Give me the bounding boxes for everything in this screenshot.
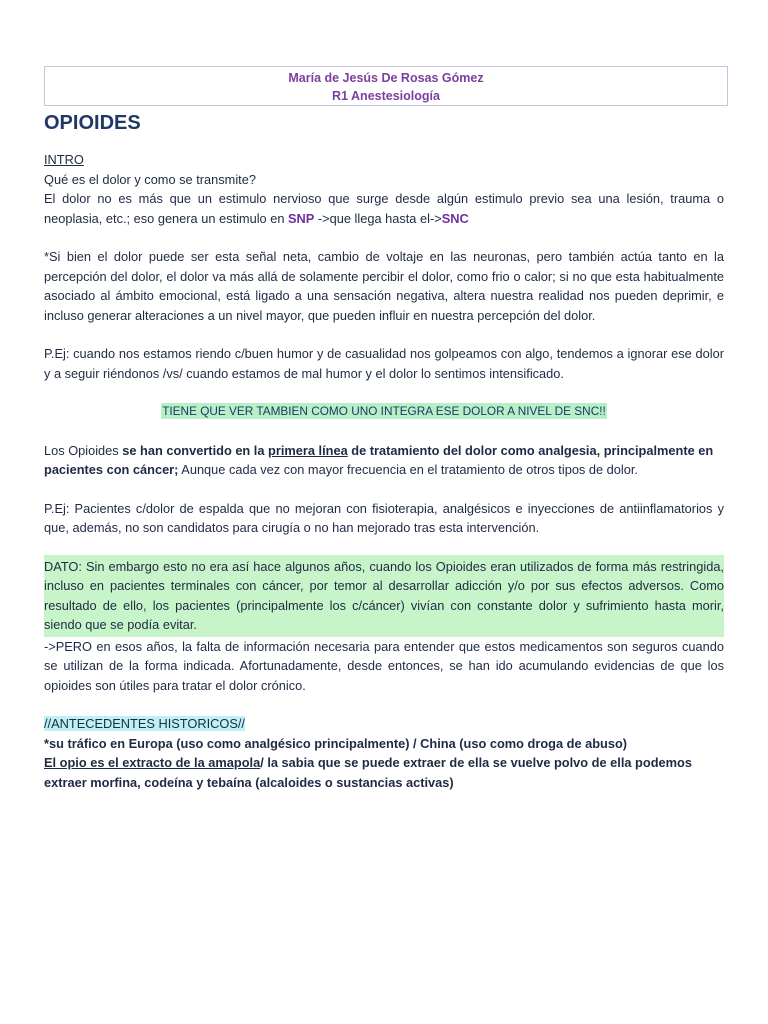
question-line: Qué es el dolor y como se transmite? xyxy=(44,171,256,187)
highlight-line xyxy=(44,402,724,422)
paragraph-1 xyxy=(44,189,724,228)
pero-paragraph: ->PERO en esos años, la falta de información necesaria para entender que estos medicamentos son seguros cuando se utilizan de la forma indicada. Afortunadamente, desde entonces, se han ido acumulando evidencias de que los opioides son útiles para tratar el dolor crónico. xyxy=(44,638,724,693)
intro-heading: INTRO xyxy=(44,152,84,167)
opio-a: El opio es el extracto de la amapola xyxy=(44,755,261,770)
author-name: María de Jesús De Rosas Gómez xyxy=(288,71,484,85)
header-box xyxy=(44,66,728,106)
p4-a: Los Opioides xyxy=(44,442,123,458)
p4-d: de tratamiento del dolor como analgesia, principalmente en pacientes con cáncer; xyxy=(44,442,714,477)
snc-label: SNC xyxy=(441,210,469,226)
antecedentes-text: //ANTECEDENTES HISTORICOS// xyxy=(44,716,245,731)
author-role: R1 Anestesiología xyxy=(332,89,440,103)
paragraph-4 xyxy=(44,441,724,480)
trafico-line: *su tráfico en Europa (uso como analgésico principalmente) / China (uso como droga de abuso) xyxy=(44,735,628,751)
dato-block: DATO: Sin embargo esto no era así hace algunos años, cuando los Opioides eran utilizados de forma más restringida, incluso en pacientes terminales con cáncer, por temor al desarrollar adicción y/o por sus efectos adversos. Como resultado de ello, los pacientes (principalmente los c/cáncer) vivían con constante dolor y sufrimiento hasta morir, siendo que se podía evitar. xyxy=(44,555,724,637)
p4-c: primera línea xyxy=(268,442,348,458)
highlight-text: TIENE QUE VER TAMBIEN COMO UNO INTEGRA ESE DOLOR A NIVEL DE SNC!! xyxy=(162,404,606,418)
opio-paragraph xyxy=(44,753,724,792)
antecedentes-heading xyxy=(44,714,724,734)
paragraph-2: *Si bien el dolor puede ser esta señal neta, cambio de voltaje en las neuronas, pero también actúa tanto en la percepción del dolor, el dolor va más allá de solamente percibir el dolor, como frio o calor; si no que esta habitualmente asociado al ámbito emocional, está ligado a una sensación negativa, altera nuestra realidad nos pueden deprimir, e incluso generar alteraciones a un nivel mayor, que pueden influir en nuestra percepción del dolor. xyxy=(44,249,724,323)
p4-e: Aunque cada vez con mayor frecuencia en el tratamiento de otros tipos de dolor. xyxy=(178,462,638,477)
page-title: OPIOIDES xyxy=(44,112,141,134)
snp-label: SNP xyxy=(288,210,315,226)
paragraph-3: P.Ej: cuando nos estamos riendo c/buen humor y de casualidad nos golpeamos con algo, tendemos a ignorar ese dolor y a seguir riéndonos /vs/ cuando estamos de mal humor y el dolor lo sentimos intensificado. xyxy=(44,346,724,381)
paragraph-1-text-a: El dolor no es más que un estimulo nervioso que surge desde algún estimulo previo sea una lesión, trauma o neoplasia, etc.; eso genera un estimulo en xyxy=(44,191,724,226)
opio-b: / la sabia que se puede extraer de ella se vuelve polvo de ella podemos extraer morfina, codeína y tebaína (alcaloides o sustancias activas) xyxy=(44,755,692,790)
paragraph-1-text-b: ->que llega hasta el-> xyxy=(314,210,442,226)
p4-b: se han convertido en la xyxy=(122,442,269,458)
document-body xyxy=(44,150,724,792)
paragraph-5: P.Ej: Pacientes c/dolor de espalda que no mejoran con fisioterapia, analgésicos e inyecciones de antiinflamatorios y que, además, no son candidatos para cirugía o no han mejorado tras esta intervención. xyxy=(44,500,724,535)
